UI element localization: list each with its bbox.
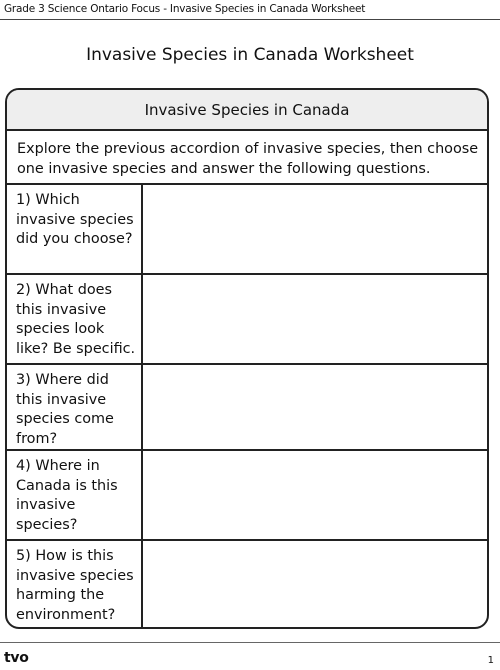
question-label-5: 5) How is this invasive species harming the environment? (7, 541, 143, 627)
tvo-logo: tvo (4, 650, 29, 666)
question-row-2 (7, 275, 487, 365)
document-header-title: Grade 3 Science Ontario Focus - Invasive Species in Canada Worksheet (4, 3, 366, 15)
page-title: Invasive Species in Canada Worksheet (86, 45, 414, 65)
question-row-4 (7, 451, 487, 541)
question-label-1: 1) Which invasive species did you choose? (7, 185, 143, 273)
header-divider (0, 19, 500, 20)
worksheet-heading: Invasive Species in Canada (7, 90, 487, 131)
answer-field-1[interactable] (143, 185, 487, 273)
question-label-4: 4) Where in Canada is this invasive species? (7, 451, 143, 539)
answer-field-3[interactable] (143, 365, 487, 449)
question-label-2: 2) What does this invasive species look like? Be specific. (7, 275, 143, 363)
worksheet-table (5, 88, 489, 629)
footer-divider (0, 642, 500, 643)
worksheet-instructions: Explore the previous accordion of invasive species, then choose one invasive species and answer the following questions. (7, 131, 487, 185)
question-row-3 (7, 365, 487, 451)
page-number: 1 (487, 655, 494, 666)
answer-field-4[interactable] (143, 451, 487, 539)
question-row-5 (7, 541, 487, 627)
answer-field-2[interactable] (143, 275, 487, 363)
question-row-1 (7, 185, 487, 275)
answer-field-5[interactable] (143, 541, 487, 627)
question-label-3: 3) Where did this invasive species come from? (7, 365, 143, 449)
